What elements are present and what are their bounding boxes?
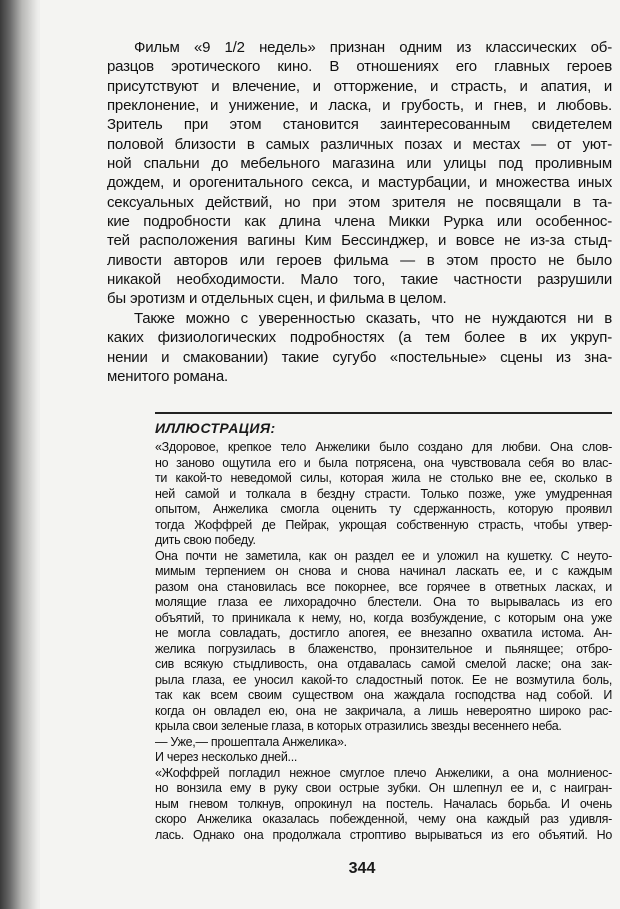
illustration-box xyxy=(155,412,612,843)
text-line: желика погрузилась в блаженство, пронзительное и пьянящее; отбро- xyxy=(155,641,612,656)
text-line: рыла глаза, ее уносил какой-то сладостный поток. Ее не возмутила боль, xyxy=(155,672,612,687)
text-line: лась. Однако она продолжала строптиво вырываться из его объятий. Но xyxy=(155,827,612,842)
text-line: Также можно с уверенностью сказать, что не нуждаются ни в xyxy=(134,309,612,327)
text-line: дождем, и орогенитального секса, и мастурбации, и множества иных xyxy=(107,174,612,192)
text-line: тогда Жоффрей де Пейрак, укрощая собственную страсть, чтобы утвер- xyxy=(155,517,612,532)
text-line: молящие глаза ее лихорадочно блестели. Она то вырывалась из его xyxy=(155,595,612,609)
text-line: ней самой и толкала в бездну страсти. Только позже, уже умудренная xyxy=(155,486,612,501)
text-line: сив всякую стыдливость, она отдавалась самой смелой ласке; она зак- xyxy=(155,657,612,671)
text-line: мимым терпением он снова и снова начинал ласкать ее, и с каждым xyxy=(155,564,612,578)
text-line: менитого романа. xyxy=(107,367,228,385)
text-line: преклонение, и унижение, и ласка, и грубость, и гнев, и любовь. xyxy=(107,97,612,115)
text-line: бы эротизм и отдельных сцен, и фильма в целом. xyxy=(107,290,447,308)
text-line: кие подробности как длина члена Микки Рурка или особеннос- xyxy=(107,213,612,231)
text-line: — Уже,— прошептала Анжелика». xyxy=(155,734,347,749)
text-line: присутствуют и влечение, и отторжение, и страсть, и апатия, и xyxy=(107,77,612,95)
text-line: разом она становилась все покорнее, все горячее в ответных ласках, и xyxy=(155,579,612,594)
text-line: но вонзила ему в руку свои острые зубки. Он шлепнул ее и, с наигран- xyxy=(155,781,612,795)
text-line: Она почти не заметила, как он раздел ее и уложил на кушетку. С неуто- xyxy=(155,548,612,563)
text-line: не могла совладать, достигло апогея, ее внезапно охватила истома. Ан- xyxy=(155,626,612,640)
page-number: 344 xyxy=(348,860,376,877)
divider-rule xyxy=(155,412,612,414)
text-line: объятий, то приникала к нему, но, когда возбуждение, с которым она уже xyxy=(155,610,612,625)
text-line: ти какой-то неведомой силы, которая жила не столько вне ее, сколько в xyxy=(155,471,612,485)
text-line: нении и смаковании) такие сугубо «постельные» сцены из зна- xyxy=(107,348,612,366)
page-binding-shadow xyxy=(0,0,40,909)
text-line: сексуальных действий, но при этом зрителя не посвящали в та- xyxy=(107,193,612,211)
text-line: «Здоровое, крепкое тело Анжелики было создано для любви. Она слов- xyxy=(155,440,612,454)
text-line: так как всем своим существом она жаждала господства над собой. И xyxy=(155,688,612,702)
text-line: но заново ощутила его и была потрясена, она чувствовала себя во влас- xyxy=(155,455,612,470)
text-line: ным гневом толкнув, опрокинул на постель. Началась борьба. И очень xyxy=(155,796,612,811)
body-text xyxy=(107,38,612,386)
text-line: половой близости в самых различных позах и местах — от уют- xyxy=(107,135,612,153)
text-line: опытом, Анжелика смогла оценить ту сдержанность, которую проявил xyxy=(155,502,612,516)
text-line: скоро Анжелика оказалась побежденной, чему она каждый раз удивля- xyxy=(155,812,612,826)
text-line: ливости авторов или героев фильма — в этом просто не было xyxy=(107,251,612,269)
text-line: крыла свои зеленые глаза, в которых отразились звезды весеннего неба. xyxy=(155,719,562,733)
text-line: И через несколько дней... xyxy=(155,750,298,764)
text-line: Фильм «9 1/2 недель» признан одним из классических об- xyxy=(134,39,612,56)
text-line: разцов эротического кино. В отношениях его главных героев xyxy=(107,58,612,76)
text-line: Зритель при этом становится заинтересованным свидетелем xyxy=(107,116,612,134)
illustration-heading: ИЛЛЮСТРАЦИЯ: xyxy=(155,420,276,436)
illustration-text xyxy=(155,440,612,843)
text-line: когда он овладел ею, она не закричала, а лишь невероятно широко рас- xyxy=(155,703,612,718)
text-line: ной спальни до мебельного магазина или улицы под проливным xyxy=(107,155,612,173)
text-line: никакой необходимости. Мало того, такие частности разрушили xyxy=(107,271,612,289)
text-line: тей расположения вагины Ким Бессинджер, и вовсе не из-за стыд- xyxy=(107,232,612,250)
text-line: «Жоффрей погладил нежное смуглое плечо Анжелики, а она молниенос- xyxy=(155,765,612,780)
text-line: каких физиологических подробностях (а тем более в их укруп- xyxy=(107,329,612,347)
text-line: дить свою победу. xyxy=(155,533,256,547)
